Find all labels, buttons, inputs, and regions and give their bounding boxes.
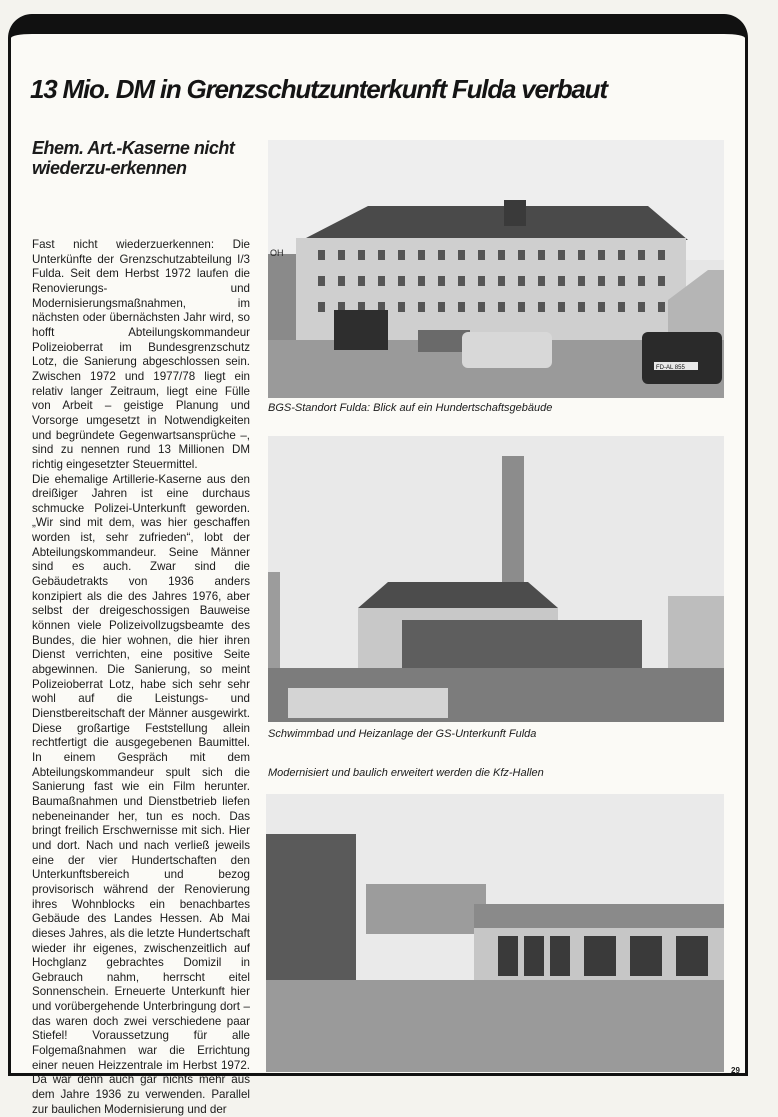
body-paragraph-2: Die ehemalige Artillerie-Kaserne aus den dreißiger Jahren ist eine durchaus schmucke Polizei-Unterkunft geworden. „Wir sind mit dem, was hier geschaffen worden ist, sehr zufrieden“, lobt der Abteilungskommandeur. Seine Männer sind es auch. Zwar sind die Gebäudetrakts von 1936 anders konzipiert als die des Jahres 1976, aber selbst der dreigeschossigen Bauweise können viele Polizeivollzugsbeamte des Bundes, die hier wohnen, die hier ihren Dienst verrichten, eine positive Seite abgewinnen. Die Sanierung, so meint Polizeioberrat Lotz, habe sich sehr sehr wohl auf die Leistungs- und Dienstbereitschaft der Männer ausgewirkt. Diese großartige Feststellung allein rechtfertigt die ausgegebenen Baumittel. In einem Gespräch mit dem Abteilungskommandeur spult sich die Sanierung fast wie ein Film herunter. Baumaßnahmen und Dienstbetrieb liefen nebeneinander her, tun es noch. Das bringt freilich Erschwernisse mit sich. Hier und dort. Nach und nach verließ jeweils eine der vier Hundertschaften den Unterkunftsbereich und bezog provisorisch während der Renovierung ihres Wohnblocks ein benachbartes Gebäude des Landes Hessen. Ab Mai dieses Jahres, als die letzte Hundertschaft wieder ihr eigenes, zwischenzeitlich auf Hochglanz gebrachtes Domizil in Gebrauch nahm, herrscht eitel Sonnenschein. Erneuerte Unterkunft hier und vorübergehende Unterbringung dort – das waren doch zwei verschiedene paar Stiefel! Voraussetzung für alle Folgemaßnahmen war die Errichtung einer neuen Heizzentrale im Herbst 1972. Da war denn auch gar nichts mehr aus dem Jahre 1936 zu verwenden. Parallel zur baulichen Modernisierung und der [32,473,250,1117]
building-sign-text: OH [270,248,284,258]
body-paragraph-1: Fast nicht wiederzuerkennen: Die Unterkünfte der Grenzschutzabteilung I/3 Fulda. Seit dem Herbst 1972 laufen die Renovierungs- und Modernisierungsmaßnahmen, im nächsten oder übernächsten Jahr wird, so hofft Abteilungskommandeur Polizeioberrat im Bundesgrenzschutz Lotz, die Sanierung abgeschlossen sein. Zwischen 1972 und 1977/78 liegt ein relativ langer Zeitraum, liegt eine Fülle von Arbeit – geistige Planung und Vorsorge umgesetzt in Notwendigkeiten und begründete Gegenwartsansprüche –, sind zu nennen rund 13 Millionen DM richtig eingesetzter Steuermittel. [32,238,250,473]
subheadline: Ehem. Art.-Kaserne nicht wiederzu-erkennen [32,138,252,178]
photo-barracks-building [268,140,724,398]
caption-photo-1: BGS-Standort Fulda: Blick auf ein Hundertschaftsgebäude [268,402,552,414]
caption-photo-2: Schwimmbad und Heizanlage der GS-Unterkunft Fulda [268,728,536,740]
article-body [32,238,250,1070]
photo-pool-heating-plant [268,436,724,722]
caption-photo-3: Modernisiert und baulich erweitert werden die Kfz-Hallen [268,767,544,779]
page-number: 29 [731,1066,740,1075]
license-plate-text: FD-AL 855 [656,365,685,371]
headline: 13 Mio. DM in Grenzschutzunterkunft Fulda verbaut [30,74,730,105]
photo-vehicle-halls [266,794,724,1072]
